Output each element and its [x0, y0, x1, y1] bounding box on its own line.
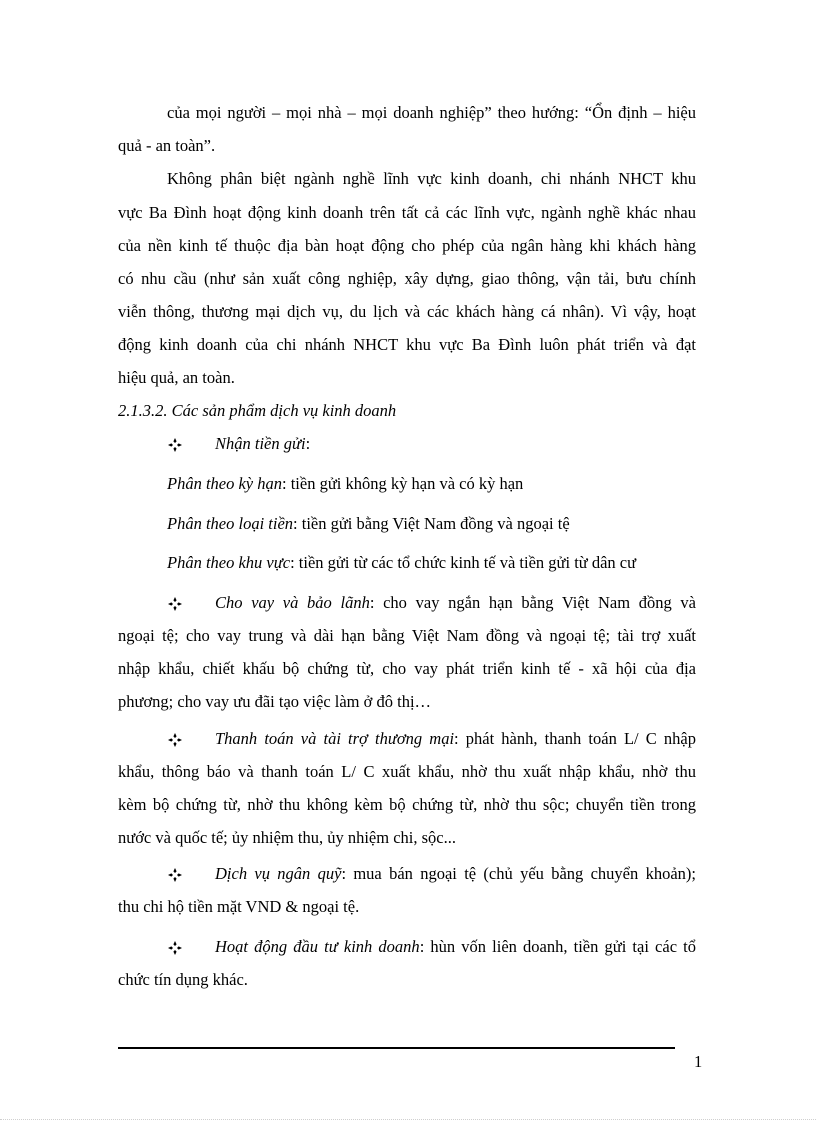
paragraph-text-line: ngoại tệ; cho vay trung và dài hạn bằng Việt Nam đồng và ngoại tệ; tài trợ xuất [118, 626, 696, 645]
paragraph-text-line: Không phân biệt ngành nghề lĩnh vực kinh doanh, chi nhánh NHCT khu [167, 169, 696, 188]
paragraph-text-line: của nền kinh tế thuộc địa bàn hoạt động cho phép của ngân hàng khi khách hàng [118, 236, 696, 255]
paragraph-text-line: hiệu quả, an toàn. [118, 368, 235, 387]
list-item [167, 474, 696, 494]
diamond-bullet-icon [168, 941, 182, 955]
paragraph-text-line: khẩu, thông báo và thanh toán L/ C xuất khẩu, nhờ thu xuất nhập khẩu, nhờ thu [118, 762, 696, 781]
list-item-label: Phân theo kỳ hạn [167, 474, 283, 493]
paragraph-text-line: chức tín dụng khác. [118, 970, 248, 989]
list-item-title: Cho vay và bảo lãnh [215, 593, 370, 612]
list-item [167, 553, 696, 573]
list-item-text: : [305, 434, 311, 453]
paragraph-text-line: nhập khẩu, chiết khấu bộ chứng từ, cho vay phát triển kinh tế - xã hội của địa [118, 659, 696, 678]
list-item-label: Phân theo khu vực [167, 553, 291, 572]
paragraph-text-line: vực Ba Đình hoạt động kinh doanh trên tất cả các lĩnh vực, ngành nghề khác nhau [118, 203, 696, 222]
paragraph-text-line: có nhu cầu (như sản xuất công nghiệp, xây dựng, giao thông, vận tải, bưu chính [118, 269, 696, 288]
paragraph-text-line: thu chi hộ tiền mặt VND & ngoại tệ. [118, 897, 360, 916]
list-item-text: : mua bán ngoại tệ (chủ yếu bằng chuyển khoản); [341, 864, 696, 883]
page-number: 1 [694, 1052, 703, 1071]
list-item-title-line [215, 434, 695, 454]
list-item-title-line [215, 937, 696, 957]
footer-rule [118, 1047, 675, 1049]
paragraph-text-line: kèm bộ chứng từ, nhờ thu không kèm bộ chứng từ, nhờ thu sộc; chuyển tiền trong [118, 795, 696, 814]
list-item-text: : tiền gửi bằng Việt Nam đồng và ngoại tệ [293, 514, 570, 533]
list-item-title-line [215, 729, 696, 749]
diamond-bullet-icon [168, 733, 182, 747]
diamond-bullet-icon [168, 438, 182, 452]
list-item-label: Phân theo loại tiền [167, 514, 294, 533]
paragraph-text-line: phương; cho vay ưu đãi tạo việc làm ở đô thị… [118, 692, 432, 711]
list-item-title: Nhận tiền gửi [215, 434, 306, 453]
list-item-title: Hoạt động đầu tư kinh doanh [215, 937, 420, 956]
list-item-text: : tiền gửi không kỳ hạn và có kỳ hạn [282, 474, 524, 493]
paragraph-text-line: quả - an toàn”. [118, 136, 216, 155]
list-item-text: : cho vay ngắn hạn bằng Việt Nam đồng và [369, 593, 697, 612]
paragraph-text-line: nước và quốc tế; ủy nhiệm thu, ủy nhiệm chi, sộc... [118, 828, 456, 847]
diamond-bullet-icon [168, 868, 182, 882]
paragraph-text-line: của mọi người – mọi nhà – mọi doanh nghiệp” theo hướng: “Ổn định – hiệu [167, 103, 696, 122]
list-item-title-line [215, 864, 696, 884]
page-bottom-dotted-edge [0, 1119, 816, 1120]
list-item-text: : tiền gửi từ các tổ chức kinh tế và tiền gửi từ dân cư [290, 553, 637, 572]
paragraph-text-line: động kinh doanh của chi nhánh NHCT khu vực Ba Đình luôn phát triển và đạt [118, 335, 696, 354]
list-item-title-line [215, 593, 696, 613]
list-item-text: : hùn vốn liên doanh, tiền gửi tại các tổ [419, 937, 697, 956]
list-item [167, 514, 696, 534]
list-item-text: : phát hành, thanh toán L/ C nhập [454, 729, 696, 748]
list-item-title: Thanh toán và tài trợ thương mại [215, 729, 455, 748]
diamond-bullet-icon [168, 597, 182, 611]
section-heading: 2.1.3.2. Các sản phẩm dịch vụ kinh doanh [118, 401, 397, 420]
paragraph-text-line: viễn thông, thương mại dịch vụ, du lịch và các khách hàng cá nhân). Vì vậy, hoạt [118, 302, 696, 321]
list-item-title: Dịch vụ ngân quỹ [215, 864, 342, 883]
